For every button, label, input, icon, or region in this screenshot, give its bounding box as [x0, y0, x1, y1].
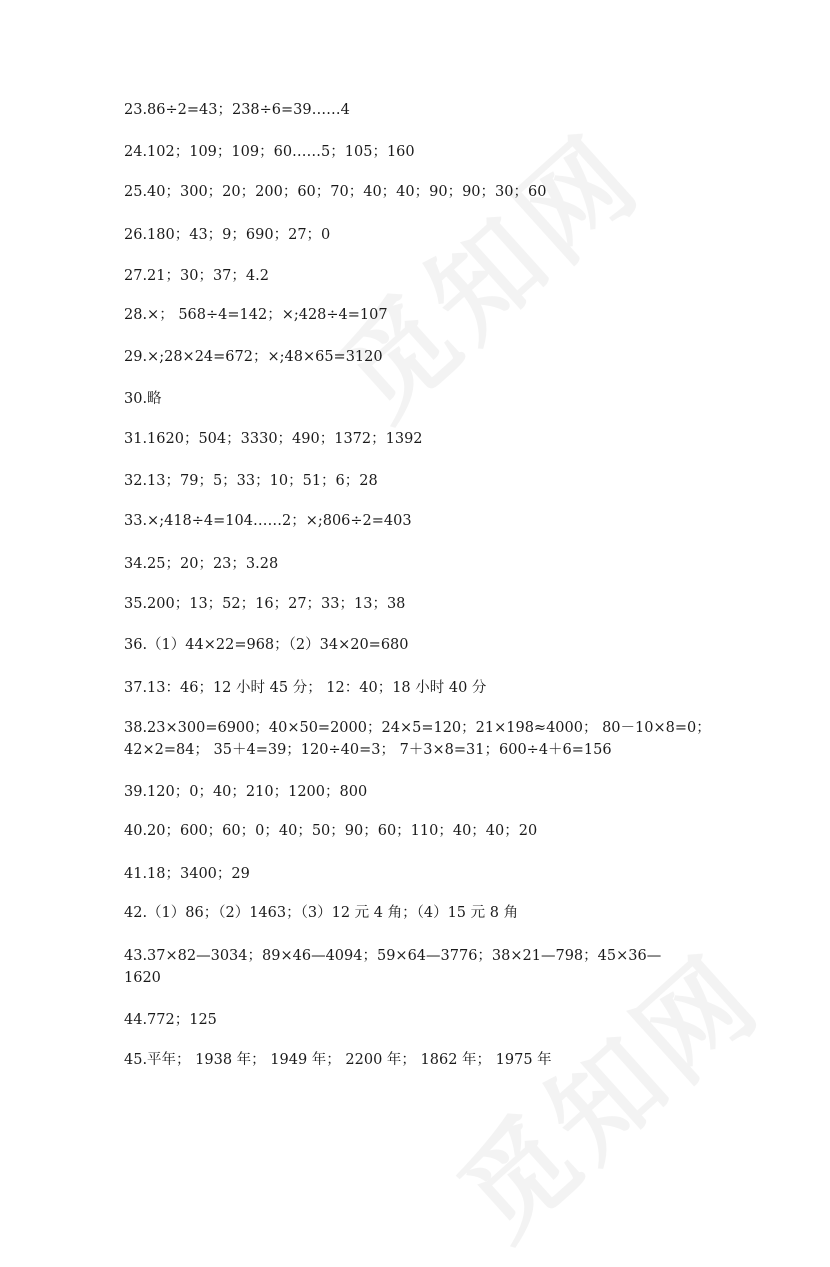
answer-25: 25.40；300；20；200；60；70；40；40；90；90；30；60 — [124, 184, 547, 200]
answer-23: 23.86÷2=43；238÷6=39……4 — [124, 102, 350, 118]
answer-27: 27.21；30；37；4.2 — [124, 268, 269, 284]
answer-42: 42.（1）86；（2）1463；（3）12 元 4 角；（4）15 元 8 角 — [124, 905, 519, 921]
answer-45: 45.平年； 1938 年； 1949 年； 2200 年； 1862 年； 1975 年 — [124, 1052, 552, 1068]
answer-41: 41.18；3400；29 — [124, 866, 250, 882]
answer-24: 24.102；109；109；60……5；105；160 — [124, 144, 415, 160]
answer-39: 39.120；0；40；210；1200；800 — [124, 784, 368, 800]
answer-38: 38.23×300=6900；40×50=2000；24×5=120；21×198≈4000； 80－10×8=0； 42×2=84； 35＋4=39；120÷40=3； 7＋3×8=31；600÷4＋6=156 — [124, 720, 711, 758]
answer-30: 30.略 — [124, 391, 162, 407]
answer-32: 32.13；79；5；33；10；51；6；28 — [124, 473, 378, 489]
answer-36: 36.（1）44×22=968；（2）34×20=680 — [124, 637, 409, 653]
answer-44: 44.772；125 — [124, 1012, 217, 1028]
answer-35: 35.200；13；52；16；27；33；13；38 — [124, 596, 406, 612]
answer-28: 28.×； 568÷4=142；×;428÷4=107 — [124, 307, 388, 323]
answer-33: 33.×;418÷4=104……2；×;806÷2=403 — [124, 513, 412, 529]
answer-29: 29.×;28×24=672；×;48×65=3120 — [124, 349, 383, 365]
answer-37: 37.13：46；12 小时 45 分； 12：40；18 小时 40 分 — [124, 680, 487, 696]
answer-43: 43.37×82—3034；89×46—4094；59×64—3776；38×21—798；45×36— 1620 — [124, 948, 662, 986]
answer-40: 40.20；600；60；0；40；50；90；60；110；40；40；20 — [124, 823, 538, 839]
answer-34: 34.25；20；23；3.28 — [124, 556, 279, 572]
answer-31: 31.1620；504；3330；490；1372；1392 — [124, 431, 423, 447]
answer-26: 26.180；43；9；690；27；0 — [124, 227, 331, 243]
